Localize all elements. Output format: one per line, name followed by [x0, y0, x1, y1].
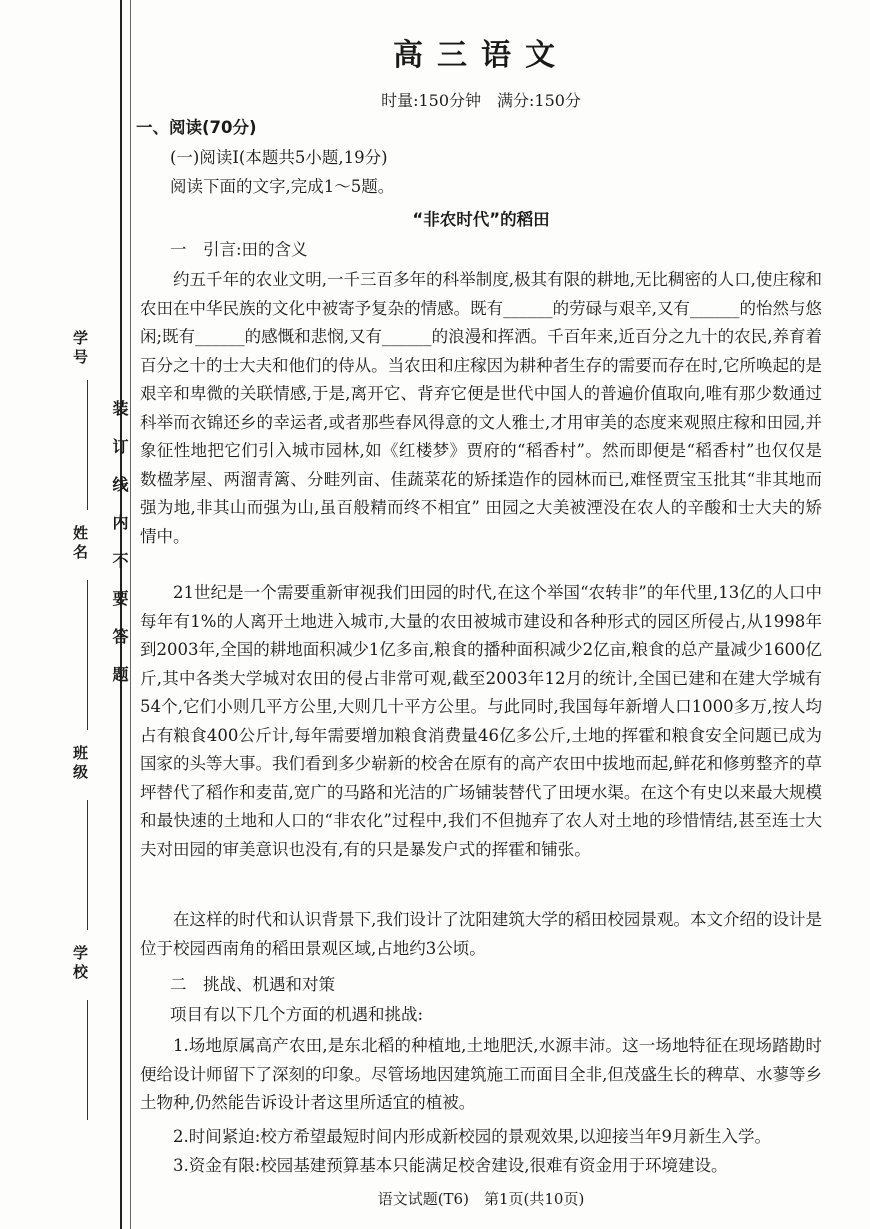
binding-notice: 装订线内不要答题	[110, 400, 129, 704]
paragraph: 约五千年的农业文明,一千三百多年的科举制度,极其有限的耕地,无比稠密的人口,使庄稼和农田在中华民族的文化中被寄予复杂的情感。既有______的劳碌与艰辛,又有______的怡然与悠闲;既有______的感慨和悲悯,又有______的浪漫和挥洒。千百年来,近百分之九十的农民,养育着百分之十的士大夫和他们的侍从。当农田和庄稼因为耕种者生存的需要而存在时,它所唤起的是艰辛和卑微的关联情感,于是,离开它、背弃它便是世代中国人的普遍价值取向,唯有那少数通过科举而衣锦还乡的幸运者,或者那些春风得意的文人雅士,才用审美的态度来观照庄稼和田园,并象征性地把它们引入城市园林,如《红楼梦》贾府的“稻香村”。然而即便是“稻香村”也仅仅是数楹茅屋、两溜青篱、分畦列亩、佳蔬菜花的矫揉造作的园林而已,难怪贾宝玉批其“非其地而强为地,非其山而强为山,虽百般精而终不相宜” 田园之大美被湮没在农人的辛酸和士大夫的矫情中。	[140, 270, 822, 546]
class-label: 班级	[71, 745, 89, 783]
paragraph: 在这样的时代和认识背景下,我们设计了沈阳建筑大学的稻田校园景观。本文介绍的设计是位于校园西南角的稻田景观区域,占地约3公顷。	[140, 910, 822, 958]
article-subheading: 一 引言:田的含义	[170, 240, 308, 259]
name-field[interactable]	[87, 580, 88, 730]
list-item: 3.资金有限:校园基建预算基本只能满足校舍建设,很难有资金用于环境建设。	[173, 1156, 728, 1175]
paragraph: 21世纪是一个需要重新审视我们田园的时代,在这个举国“农转非”的年代里,13亿的人口中每年有1%的人离开土地进入城市,大量的农田被城市建设和各种形式的园区所侵占,从1998年到2003年,全国的耕地面积减少1亿多亩,粮食的播种面积减少2亿亩,粮食的总产量减少1600亿斤,其中各类大学城对农田的侵占非常可观,截至2003年12月的统计,全国已建和在建大学城有54个,它们小则几平方公里,大则几十平方公里。与此同时,我国每年新增人口1000多万,按人均占有粮食400公斤计,每年需要增加粮食消费量46亿多公斤,土地的挥霍和粮食安全问题已成为国家的头等大事。我们看到多少崭新的校舍在原有的高产农田中拔地而起,鲜花和修剪整齐的草坪替代了稻作和麦苗,宽广的马路和光洁的广场铺装替代了田埂水渠。在这个有史以来最大规模和最快速的土地和人口的“非农化”过程中,我们不但抛弃了农人对土地的珍惜情结,甚至连士大夫对田园的审美意识也没有,有的只是暴发户式的挥霍和铺张。	[140, 583, 822, 859]
exam-meta: 时量:150分钟 满分:150分	[381, 91, 581, 110]
page-footer: 语文试题(T6) 第1页(共10页)	[377, 1190, 585, 1208]
binding-margin	[0, 0, 140, 1229]
subsection-heading: (一)阅读Ⅰ(本题共5小题,19分)	[170, 148, 388, 167]
student-no-label: 学号	[71, 330, 89, 368]
list-item: 2.时间紧迫:校方希望最短时间内形成新校园的景观效果,以迎接当年9月新生入学。	[173, 1127, 772, 1146]
page-title: 高三语文	[393, 38, 569, 73]
list-item: 1.场地原属高产农田,是东北稻的种植地,土地肥沃,水源丰沛。这一场地特征在现场踏勘时便给设计师留下了深刻的印象。尽管场地因建筑施工而面目全非,但茂盛生长的稗草、水蓼等乡土物种,仍然能告诉设计者这里所适宜的植被。	[140, 1036, 822, 1112]
section-heading: 一、阅读(70分)	[136, 118, 257, 137]
list-intro: 项目有以下几个方面的机遇和挑战:	[170, 1005, 424, 1024]
school-label: 学校	[71, 945, 89, 983]
class-field[interactable]	[87, 800, 88, 930]
article-title: “非农时代”的稻田	[412, 210, 550, 229]
instruction: 阅读下面的文字,完成1～5题。	[170, 177, 395, 196]
article-subheading: 二 挑战、机遇和对策	[170, 975, 335, 994]
student-no-field[interactable]	[87, 380, 88, 510]
name-label: 姓名	[71, 525, 89, 563]
school-field[interactable]	[87, 1000, 88, 1120]
